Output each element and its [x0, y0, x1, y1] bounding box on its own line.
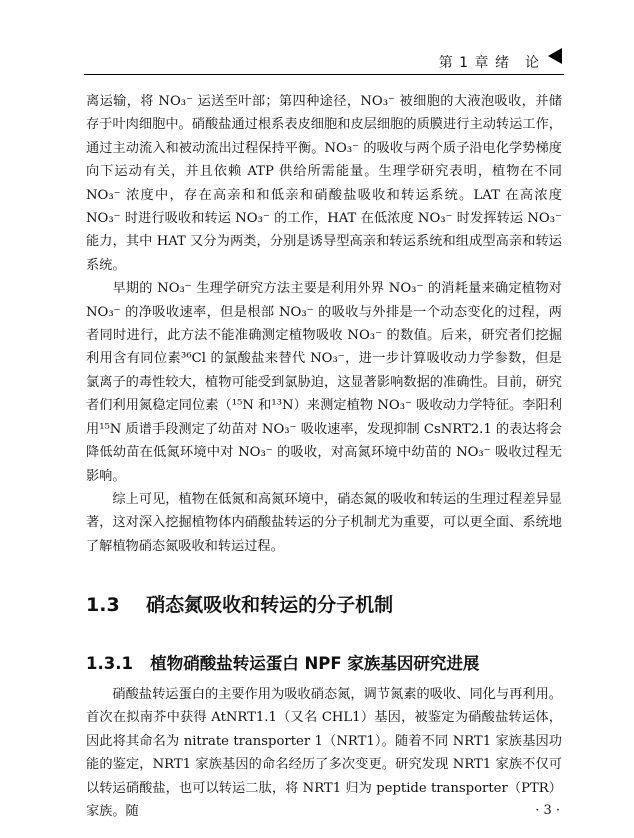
subsection-title: 植物硝酸盐转运蛋白 NPF 家族基因研究进展: [150, 654, 480, 673]
paragraph-4: 硝酸盐转运蛋白的主要作用为吸收硝态氮，调节氮素的吸收、同化与再利用。首次在拟南芥中获得 AtNRT1.1（又名 CHL1）基因，被鉴定为硝酸盐转运体，因此将其命名为 nitrate transporter 1（NRT1）。随着不同 NRT1 家族基因功能的鉴定，NRT1 家族基因的命名经历了多次变更。研究发现 NRT1 家族不仅可以转运硝酸盐，也可以转运二肽，将 NRT1 归为 peptide transporter（PTR）家族。随: [86, 687, 562, 820]
body-text: [86, 90, 562, 558]
running-head: [84, 44, 564, 75]
section-heading: [86, 590, 562, 617]
triangle-marker-icon: [548, 48, 562, 64]
paragraph-1: 离运输，将 NO₃⁻ 运送至叶部；第四种途径，NO₃⁻ 被细胞的大液泡吸收，并储存于叶肉细胞中。硝酸盐通过根系表皮细胞和皮层细胞的质膜进行主动转运工作，通过主动流入和被动流出过程保持平衡。NO₃⁻ 的吸收与两个质子沿电化学势梯度向下运动有关，并且依赖 ATP 供给所需能量。生理学研究表明，植物在不同 NO₃⁻ 浓度中，存在高亲和和低亲和硝酸盐吸收和转运系统。LAT 在高浓度 NO₃⁻ 时进行吸收和转运 NO₃⁻ 的工作，HAT 在低浓度 NO₃⁻ 时发挥转运 NO₃⁻ 能力，其中 HAT 又分为两类，分别是诱导型高亲和转运系统和组成型高亲和转运系统。: [86, 94, 562, 273]
paragraph-2: 早期的 NO₃⁻ 生理学研究方法主要是利用外界 NO₃⁻ 的消耗量来确定植物对 NO₃⁻ 的净吸收速率，但是根部 NO₃⁻ 的吸收与外排是一个动态变化的过程，两者同时进行，此方法不能准确测定植物吸收 NO₃⁻ 的数值。后来，研究者们挖掘利用含有同位素³⁶Cl 的氯酸盐来替代 NO₃⁻，进一步计算吸收动力学参数，但是氯离子的毒性较大，植物可能受到氯胁迫，这显著影响数据的准确性。目前，研究者们利用氮稳定同位素（¹⁵N 和¹³N）来测定植物 NO₃⁻ 吸收动力学特征。李阳利用¹⁵N 质谱手段测定了幼苗对 NO₃⁻ 吸收速率，发现抑制 CsNRT2.1 的表达将会降低幼苗在低氮环境中对 NO₃⁻ 的吸收，对高氮环境中幼苗的 NO₃⁻ 吸收过程无影响。: [86, 281, 562, 484]
subsection-number: 1.3.1: [86, 654, 133, 673]
running-head-text: 第 1 章 绪 论: [438, 55, 540, 71]
section-title: 硝态氮吸收和转运的分子机制: [146, 594, 394, 616]
page-number: · 3 ·: [535, 803, 560, 818]
paragraph-3: 综上可见，植物在低氮和高氮环境中，硝态氮的吸收和转运的生理过程差异显著，这对深入挖掘植物体内硝酸盐转运的分子机制尤为重要，可以更全面、系统地了解植物硝态氮吸收和转运过程。: [86, 491, 562, 554]
subsection-heading: [86, 650, 562, 674]
section-number: 1.3: [86, 594, 120, 616]
body-text-2: [86, 683, 562, 823]
